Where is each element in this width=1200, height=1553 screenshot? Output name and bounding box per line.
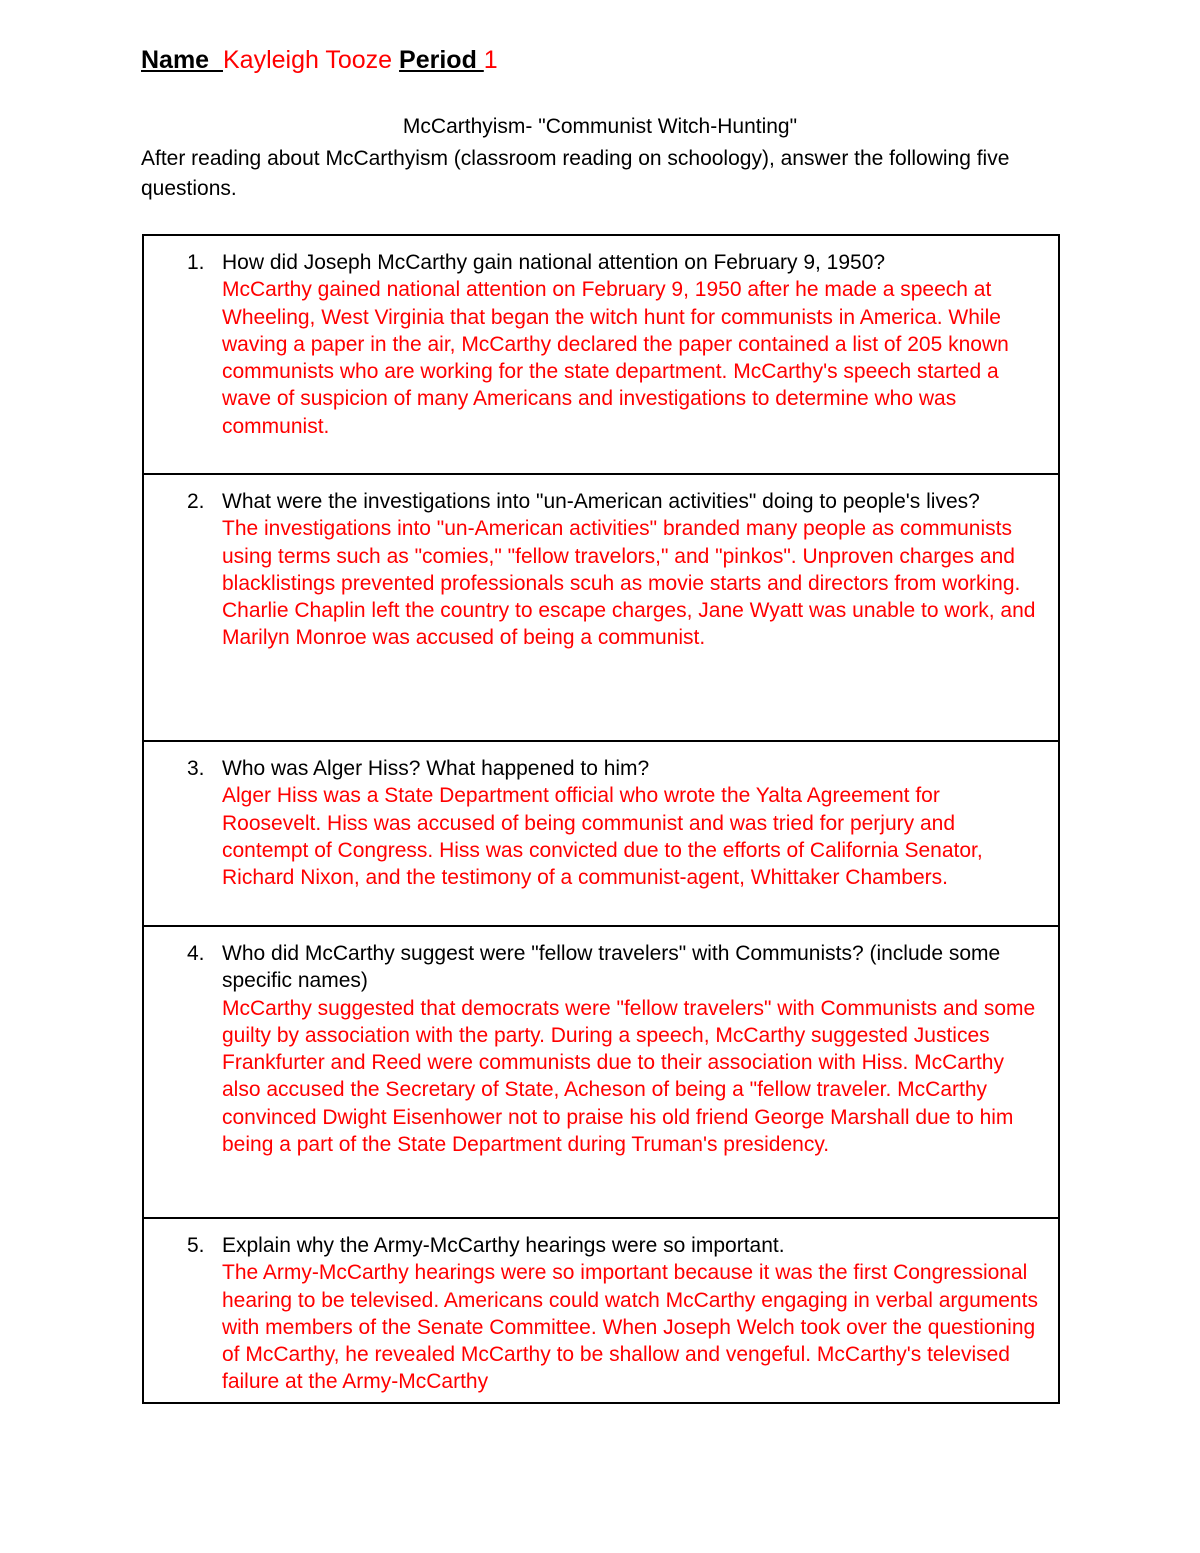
period-label: Period [399,46,484,74]
question-cell-5 [144,1219,1058,1404]
question-cell-2 [144,475,1058,742]
question-text: How did Joseph McCarthy gain national attention on February 9, 1950? [222,251,886,274]
period-value: 1 [483,46,498,74]
name-label: Name [141,46,223,74]
question-number: 1. [187,251,205,274]
name-period-line [141,44,498,76]
answer-text: The Army-McCarthy hearings were so important because it was the first Congressional hearing to be televised. Americans could watch McCarthy engaging in verbal arguments with members of the Senate Committee. When Joseph Welch took over the questioning of McCarthy, he revealed McCarthy to be shallow and vengeful. McCarthy's televised failure at the Army-McCarthy [222,1261,1038,1394]
answer-text: Alger Hiss was a State Department official who wrote the Yalta Agreement for Roosevelt. Hiss was accused of being communist and was tried for perjury and contempt of Congress. Hiss was convicted due to the efforts of California Senator, Richard Nixon, and the testimony of a communist-agent, Whittaker Chambers. [222,784,983,890]
question-cell-3 [144,742,1058,927]
question-number: 5. [187,1234,205,1257]
answer-text: McCarthy gained national attention on February 9, 1950 after he made a speech at Wheeling, West Virginia that began the witch hunt for communists in America. While waving a paper in the air, McCarthy declared the paper contained a list of 205 known communists who are working for the state department. McCarthy's speech started a wave of suspicion of many Americans and investigations to determine who was communist. [222,278,1009,438]
instructions-text: After reading about McCarthyism (classroom reading on schoology), answer the following five questions. [141,147,1010,200]
question-number: 3. [187,757,205,780]
question-cell-4 [144,927,1058,1219]
question-number: 4. [187,942,205,965]
question-number: 2. [187,490,205,513]
question-table [142,234,1060,1404]
question-text: Who was Alger Hiss? What happened to him? [222,757,650,780]
question-text: What were the investigations into "un-American activities" doing to people's lives? [222,490,980,513]
answer-text: McCarthy suggested that democrats were "fellow travelers" with Communists and some guilty by association with the party. During a speech, McCarthy suggested Justices Frankfurter and Reed were communists due to their association with Hiss. McCarthy also accused the Secretary of State, Acheson of being a "fellow traveler. McCarthy convinced Dwight Eisenhower not to praise his old friend George Marshall due to him being a part of the State Department during Truman's presidency. [222,996,1036,1157]
answer-text: The investigations into "un-American activities" branded many people as communists using terms such as "comies," "fellow travelors," and "pinkos". Unproven charges and blacklistings prevented professionals scuh as movie starts and directors from working. Charlie Chaplin left the country to escape charges, Jane Wyatt was unable to work, and Marilyn Monroe was accused of being a communist. [222,517,1036,650]
student-name: Kayleigh Tooze [222,46,393,74]
document-title: McCarthyism- "Communist Witch-Hunting" [402,115,798,138]
question-cell-1 [144,236,1058,475]
question-text: Explain why the Army-McCarthy hearings were so important. [222,1234,785,1257]
question-text: Who did McCarthy suggest were "fellow travelers" with Communists? (include some specific names) [222,942,1001,993]
